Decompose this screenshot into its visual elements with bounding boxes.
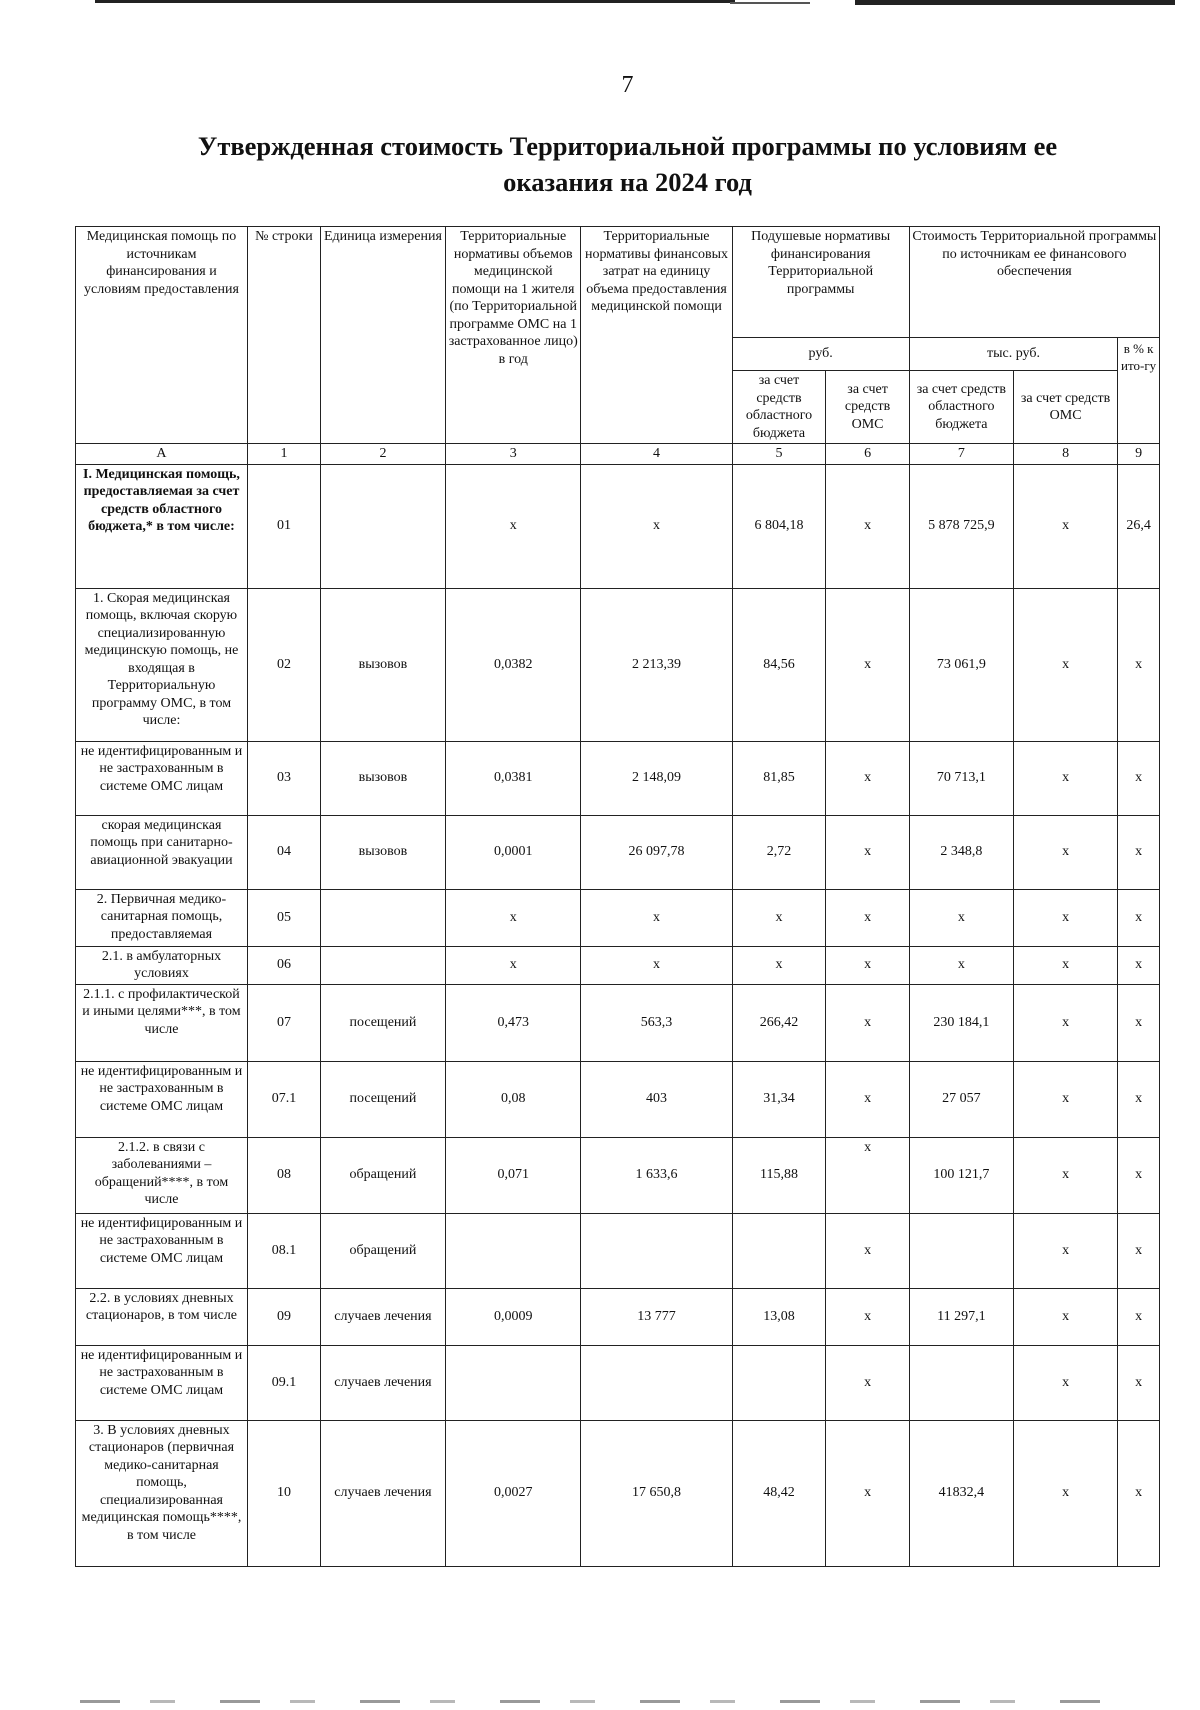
row-unit xyxy=(320,889,445,946)
row-line-number: 06 xyxy=(247,946,320,984)
row-label: 2.1. в амбулаторных условиях xyxy=(76,946,248,984)
header-col-5-6: Подушевые нормативы финансирования Территориальной программы xyxy=(732,227,909,338)
row-volume-norm: х xyxy=(445,946,580,984)
row-per-capita-budget xyxy=(732,1213,826,1288)
row-line-number: 07 xyxy=(247,984,320,1061)
row-percent: х xyxy=(1118,1137,1160,1213)
table-row xyxy=(76,946,1160,984)
row-per-capita-oms: х xyxy=(826,464,909,588)
row-percent: х xyxy=(1118,1345,1160,1420)
header-col-7-9: Стоимость Территориальной программы по источникам ее финансового обеспечения xyxy=(909,227,1159,338)
row-percent: х xyxy=(1118,1213,1160,1288)
row-unit: обращений xyxy=(320,1213,445,1288)
row-cost-budget: 100 121,7 xyxy=(909,1137,1013,1213)
row-per-capita-budget: 266,42 xyxy=(732,984,826,1061)
row-label: 3. В условиях дневных стационаров (первичная медико-санитарная помощь, специализированная медицинская помощь****, в том числе xyxy=(76,1420,248,1566)
row-label: 2.2. в условиях дневных стационаров, в том числе xyxy=(76,1288,248,1345)
row-volume-norm: 0,0381 xyxy=(445,741,580,815)
row-per-capita-budget: х xyxy=(732,946,826,984)
row-cost-budget: 73 061,9 xyxy=(909,588,1013,741)
row-line-number: 07.1 xyxy=(247,1061,320,1137)
row-label: не идентифицированным и не застрахованным в системе ОМС лицам xyxy=(76,741,248,815)
index-cell: 2 xyxy=(320,444,445,465)
column-index-row xyxy=(76,444,1160,465)
row-unit: случаев лечения xyxy=(320,1345,445,1420)
index-cell: 4 xyxy=(581,444,732,465)
row-cost-norm: 2 213,39 xyxy=(581,588,732,741)
index-cell: 7 xyxy=(909,444,1013,465)
table-row xyxy=(76,1288,1160,1345)
page-title xyxy=(120,128,1135,200)
row-cost-oms: х xyxy=(1013,741,1117,815)
row-label: 2.1.1. с профилактической и иными целями***, в том числе xyxy=(76,984,248,1061)
row-cost-budget: 5 878 725,9 xyxy=(909,464,1013,588)
row-line-number: 04 xyxy=(247,815,320,889)
row-cost-oms: х xyxy=(1013,1213,1117,1288)
row-cost-budget: х xyxy=(909,889,1013,946)
row-line-number: 08 xyxy=(247,1137,320,1213)
row-per-capita-oms: х xyxy=(826,1061,909,1137)
row-cost-budget: 230 184,1 xyxy=(909,984,1013,1061)
header-col-8: за счет средств ОМС xyxy=(1013,371,1117,444)
header-col-2: Единица измерения xyxy=(320,227,445,444)
row-per-capita-oms: х xyxy=(826,815,909,889)
table-row xyxy=(76,815,1160,889)
row-cost-oms: х xyxy=(1013,889,1117,946)
index-cell: 8 xyxy=(1013,444,1117,465)
row-line-number: 03 xyxy=(247,741,320,815)
row-cost-norm: 403 xyxy=(581,1061,732,1137)
table-row xyxy=(76,889,1160,946)
row-line-number: 10 xyxy=(247,1420,320,1566)
row-cost-oms: х xyxy=(1013,588,1117,741)
row-volume-norm: 0,0009 xyxy=(445,1288,580,1345)
index-cell: А xyxy=(76,444,248,465)
scan-artifact-top-left xyxy=(95,0,735,3)
title-line-1: Утвержденная стоимость Территориальной программы по условиям ее xyxy=(197,131,1058,161)
row-per-capita-oms: х xyxy=(826,889,909,946)
scan-artifact-top-right xyxy=(855,0,1175,5)
table-row xyxy=(76,1345,1160,1420)
row-per-capita-budget: 13,08 xyxy=(732,1288,826,1345)
row-line-number: 02 xyxy=(247,588,320,741)
row-line-number: 09 xyxy=(247,1288,320,1345)
row-volume-norm: х xyxy=(445,464,580,588)
row-unit: вызовов xyxy=(320,741,445,815)
row-per-capita-oms: х xyxy=(826,1213,909,1288)
row-volume-norm: 0,473 xyxy=(445,984,580,1061)
row-unit: вызовов xyxy=(320,588,445,741)
row-unit: случаев лечения xyxy=(320,1288,445,1345)
index-cell: 6 xyxy=(826,444,909,465)
row-per-capita-budget: 48,42 xyxy=(732,1420,826,1566)
row-volume-norm: 0,0027 xyxy=(445,1420,580,1566)
row-per-capita-budget: 2,72 xyxy=(732,815,826,889)
header-col-6: за счет средств ОМС xyxy=(826,371,909,444)
header-col-3: Территориальные нормативы объемов медицинской помощи на 1 жителя (по Территориальной программе ОМС на 1 застрахованное лицо) в год xyxy=(445,227,580,444)
row-unit: обращений xyxy=(320,1137,445,1213)
row-per-capita-oms: х xyxy=(826,1345,909,1420)
header-col-a: Медицинская помощь по источникам финансирования и условиям предоставления xyxy=(76,227,248,444)
row-per-capita-oms: х xyxy=(826,1288,909,1345)
row-percent: х xyxy=(1118,889,1160,946)
row-unit: случаев лечения xyxy=(320,1420,445,1566)
row-per-capita-oms: х xyxy=(826,946,909,984)
row-cost-norm xyxy=(581,1213,732,1288)
row-label: I. Медицинская помощь, предоставляемая за счет средств областного бюджета,* в том числе: xyxy=(76,464,248,588)
table-row xyxy=(76,1213,1160,1288)
row-volume-norm: 0,08 xyxy=(445,1061,580,1137)
header-col-9: в % к ито-гу xyxy=(1118,338,1160,444)
row-per-capita-oms: х xyxy=(826,741,909,815)
table-row xyxy=(76,1061,1160,1137)
table-row xyxy=(76,1137,1160,1213)
row-volume-norm: 0,071 xyxy=(445,1137,580,1213)
row-cost-norm: 13 777 xyxy=(581,1288,732,1345)
row-label: скорая медицинская помощь при санитарно-авиационной эвакуации xyxy=(76,815,248,889)
row-label: не идентифицированным и не застрахованным в системе ОМС лицам xyxy=(76,1061,248,1137)
row-label: 1. Скорая медицинская помощь, включая скорую специализированную медицинскую помощь, не входящая в Территориальную программу ОМС, в том числе: xyxy=(76,588,248,741)
row-line-number: 08.1 xyxy=(247,1213,320,1288)
row-percent: х xyxy=(1118,946,1160,984)
row-cost-budget: 27 057 xyxy=(909,1061,1013,1137)
row-label: не идентифицированным и не застрахованным в системе ОМС лицам xyxy=(76,1213,248,1288)
page-number: 7 xyxy=(621,72,634,98)
row-cost-budget: 2 348,8 xyxy=(909,815,1013,889)
header-col-5: за счет средств областного бюджета xyxy=(732,371,826,444)
scan-artifact-top-mid xyxy=(730,2,810,4)
row-cost-norm: 17 650,8 xyxy=(581,1420,732,1566)
row-unit: вызовов xyxy=(320,815,445,889)
row-cost-norm: х xyxy=(581,946,732,984)
row-cost-oms: х xyxy=(1013,815,1117,889)
row-cost-budget: 70 713,1 xyxy=(909,741,1013,815)
row-percent: х xyxy=(1118,1420,1160,1566)
cost-table xyxy=(75,226,1160,1567)
index-cell: 9 xyxy=(1118,444,1160,465)
row-percent: х xyxy=(1118,984,1160,1061)
row-cost-oms: х xyxy=(1013,1420,1117,1566)
header-thous-rub: тыс. руб. xyxy=(909,338,1117,371)
row-cost-budget: 11 297,1 xyxy=(909,1288,1013,1345)
row-percent: 26,4 xyxy=(1118,464,1160,588)
row-cost-budget: 41832,4 xyxy=(909,1420,1013,1566)
row-cost-norm: 1 633,6 xyxy=(581,1137,732,1213)
row-percent: х xyxy=(1118,1061,1160,1137)
row-cost-budget xyxy=(909,1345,1013,1420)
row-cost-oms: х xyxy=(1013,946,1117,984)
row-per-capita-oms: х xyxy=(826,1137,909,1213)
row-cost-norm: х xyxy=(581,889,732,946)
table-row xyxy=(76,1420,1160,1566)
row-per-capita-oms: х xyxy=(826,1420,909,1566)
row-label: 2.1.2. в связи с заболеваниями – обращений****, в том числе xyxy=(76,1137,248,1213)
row-volume-norm xyxy=(445,1345,580,1420)
table-row xyxy=(76,588,1160,741)
row-unit xyxy=(320,464,445,588)
row-percent: х xyxy=(1118,1288,1160,1345)
row-per-capita-budget xyxy=(732,1345,826,1420)
table-row xyxy=(76,464,1160,588)
header-col-4: Территориальные нормативы финансовых затрат на единицу объема предоставления медицинской помощи xyxy=(581,227,732,444)
index-cell: 1 xyxy=(247,444,320,465)
row-per-capita-budget: 31,34 xyxy=(732,1061,826,1137)
row-per-capita-oms: х xyxy=(826,984,909,1061)
row-volume-norm: 0,0001 xyxy=(445,815,580,889)
row-per-capita-budget: 84,56 xyxy=(732,588,826,741)
row-volume-norm xyxy=(445,1213,580,1288)
row-volume-norm: х xyxy=(445,889,580,946)
row-cost-budget: х xyxy=(909,946,1013,984)
row-cost-oms: х xyxy=(1013,1137,1117,1213)
row-line-number: 09.1 xyxy=(247,1345,320,1420)
header-col-1: № строки xyxy=(247,227,320,444)
table-row xyxy=(76,984,1160,1061)
row-cost-oms: х xyxy=(1013,1345,1117,1420)
row-cost-norm: 563,3 xyxy=(581,984,732,1061)
row-cost-oms: х xyxy=(1013,464,1117,588)
title-line-2: оказания на 2024 год xyxy=(503,167,752,197)
row-cost-budget xyxy=(909,1213,1013,1288)
row-cost-oms: х xyxy=(1013,1288,1117,1345)
row-per-capita-oms: х xyxy=(826,588,909,741)
row-percent: х xyxy=(1118,588,1160,741)
row-cost-norm: 26 097,78 xyxy=(581,815,732,889)
header-col-7: за счет средств областного бюджета xyxy=(909,371,1013,444)
row-line-number: 01 xyxy=(247,464,320,588)
row-label: не идентифицированным и не застрахованным в системе ОМС лицам xyxy=(76,1345,248,1420)
scan-artifact-bottom xyxy=(80,1700,1120,1703)
row-cost-oms: х xyxy=(1013,1061,1117,1137)
row-label: 2. Первичная медико-санитарная помощь, предоставляемая xyxy=(76,889,248,946)
index-cell: 5 xyxy=(732,444,826,465)
row-unit: посещений xyxy=(320,1061,445,1137)
table-row xyxy=(76,741,1160,815)
header-rub: руб. xyxy=(732,338,909,371)
row-per-capita-budget: 81,85 xyxy=(732,741,826,815)
row-volume-norm: 0,0382 xyxy=(445,588,580,741)
row-cost-norm xyxy=(581,1345,732,1420)
row-cost-norm: 2 148,09 xyxy=(581,741,732,815)
row-line-number: 05 xyxy=(247,889,320,946)
row-percent: х xyxy=(1118,815,1160,889)
index-cell: 3 xyxy=(445,444,580,465)
row-unit: посещений xyxy=(320,984,445,1061)
row-cost-norm: х xyxy=(581,464,732,588)
row-percent: х xyxy=(1118,741,1160,815)
row-cost-oms: х xyxy=(1013,984,1117,1061)
row-unit xyxy=(320,946,445,984)
row-per-capita-budget: 6 804,18 xyxy=(732,464,826,588)
row-per-capita-budget: 115,88 xyxy=(732,1137,826,1213)
row-per-capita-budget: х xyxy=(732,889,826,946)
